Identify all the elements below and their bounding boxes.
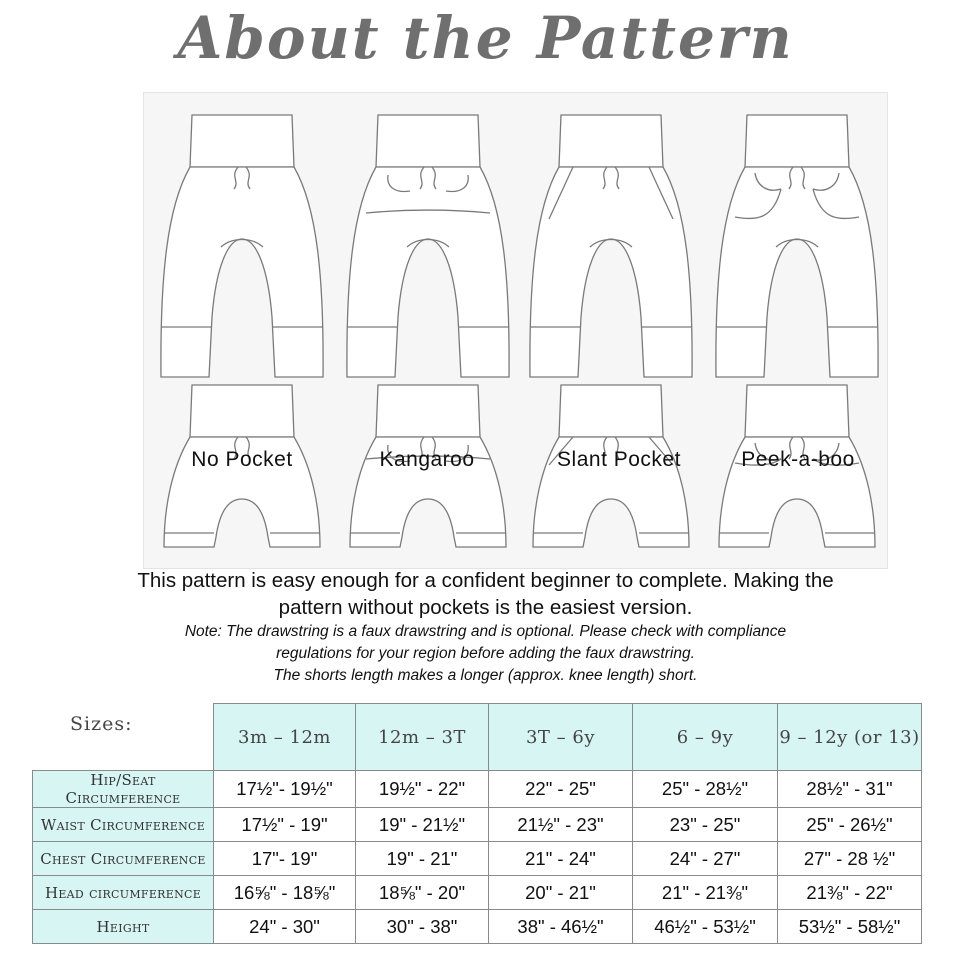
description-line-2: pattern without pockets is the easiest version. bbox=[278, 596, 693, 619]
measurement-value: 17½"- 19½" bbox=[214, 771, 356, 808]
garment-shorts-peek-waistband bbox=[745, 385, 849, 437]
garment-shorts-kangaroo-waistband bbox=[376, 385, 480, 437]
sizes-label: Sizes: bbox=[70, 713, 133, 735]
measurement-value: 30" - 38" bbox=[356, 910, 489, 944]
style-label-slant-pocket: Slant Pocket bbox=[557, 448, 681, 471]
note-line-2: regulations for your region before adding the faux drawstring. bbox=[276, 645, 695, 662]
garment-pants-slant-waistband bbox=[559, 115, 663, 167]
garment-pants-peek-body bbox=[716, 167, 878, 377]
measurement-value: 21" - 21⅜" bbox=[633, 876, 778, 910]
measurement-value: 21⅜" - 22" bbox=[778, 876, 922, 910]
size-column-header: 3T – 6y bbox=[489, 704, 633, 771]
measurement-value: 25" - 26½" bbox=[778, 808, 922, 842]
measurement-label: Head circumference bbox=[33, 876, 214, 910]
note-line-3: The shorts length makes a longer (approx. knee length) short. bbox=[273, 667, 698, 684]
measurement-label: Hip/Seat Circumference bbox=[33, 771, 214, 808]
measurement-value: 53½" - 58½" bbox=[778, 910, 922, 944]
measurement-value: 27" - 28 ½" bbox=[778, 842, 922, 876]
table-row bbox=[33, 808, 922, 842]
garment-pants-slant-body bbox=[530, 167, 692, 377]
table-row bbox=[33, 910, 922, 944]
size-header-row bbox=[33, 704, 922, 771]
measurement-value: 22" - 25" bbox=[489, 771, 633, 808]
measurement-label: Chest Circumference bbox=[33, 842, 214, 876]
size-column-header: 3m – 12m bbox=[214, 704, 356, 771]
measurement-value: 28½" - 31" bbox=[778, 771, 922, 808]
measurement-label: Height bbox=[33, 910, 214, 944]
measurement-value: 46½" - 53½" bbox=[633, 910, 778, 944]
garment-pants-kangaroo-waistband bbox=[376, 115, 480, 167]
garment-pants-kangaroo-body bbox=[347, 167, 509, 377]
size-column-header: 6 – 9y bbox=[633, 704, 778, 771]
table-row bbox=[33, 876, 922, 910]
measurement-value: 19" - 21½" bbox=[356, 808, 489, 842]
garment-drawings bbox=[144, 93, 887, 568]
measurement-value: 24" - 30" bbox=[214, 910, 356, 944]
description-line-1: This pattern is easy enough for a confident beginner to complete. Making the bbox=[137, 569, 834, 592]
measurement-value: 17½" - 19" bbox=[214, 808, 356, 842]
pattern-illustrations bbox=[143, 92, 888, 569]
table-row bbox=[33, 771, 922, 808]
measurement-value: 19½" - 22" bbox=[356, 771, 489, 808]
measurement-value: 23" - 25" bbox=[633, 808, 778, 842]
table-row bbox=[33, 842, 922, 876]
size-column-header: 12m – 3T bbox=[356, 704, 489, 771]
measurement-value: 19" - 21" bbox=[356, 842, 489, 876]
measurement-value: 25" - 28½" bbox=[633, 771, 778, 808]
measurement-value: 16⅝" - 18⅝" bbox=[214, 876, 356, 910]
garment-pants-none-body bbox=[161, 167, 323, 377]
page-title: About the Pattern bbox=[177, 4, 794, 72]
measurement-value: 18⅝" - 20" bbox=[356, 876, 489, 910]
measurement-value: 21" - 24" bbox=[489, 842, 633, 876]
style-label-kangaroo: Kangaroo bbox=[379, 448, 475, 471]
measurement-value: 38" - 46½" bbox=[489, 910, 633, 944]
garment-pants-peek-waistband bbox=[745, 115, 849, 167]
measurement-value: 24" - 27" bbox=[633, 842, 778, 876]
garment-pants-none-waistband bbox=[190, 115, 294, 167]
size-chart-table bbox=[32, 703, 922, 944]
note-line-1: Note: The drawstring is a faux drawstring and is optional. Please check with compliance bbox=[184, 623, 787, 640]
measurement-label: Waist Circumference bbox=[33, 808, 214, 842]
style-label-peek-a-boo: Peek-a-boo bbox=[741, 448, 855, 471]
garment-shorts-none-waistband bbox=[190, 385, 294, 437]
measurement-value: 17"- 19" bbox=[214, 842, 356, 876]
size-column-header: 9 – 12y (or 13) bbox=[778, 704, 922, 771]
measurement-value: 20" - 21" bbox=[489, 876, 633, 910]
garment-shorts-slant-waistband bbox=[559, 385, 663, 437]
measurement-value: 21½" - 23" bbox=[489, 808, 633, 842]
style-label-no-pocket: No Pocket bbox=[191, 448, 293, 471]
